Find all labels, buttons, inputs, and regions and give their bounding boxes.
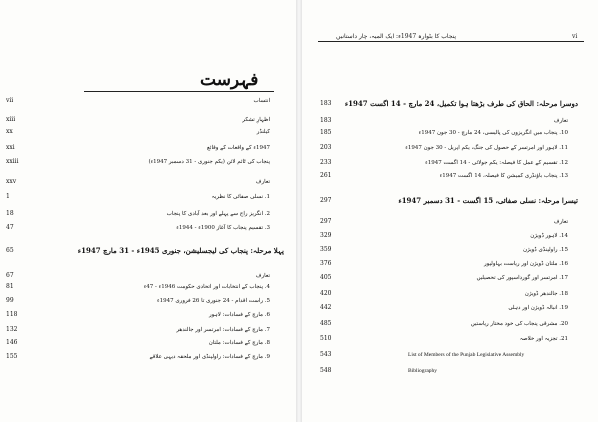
toc-entry-page: 297: [320, 218, 332, 225]
toc-entry-page: 543: [320, 351, 332, 358]
toc-entry-page: 183: [320, 100, 332, 107]
toc-entry-text: 2. انگریز راج سے پہلے اور بعد آبادی کا پنجاب: [166, 211, 270, 217]
toc-entry-text: تعارف: [553, 118, 568, 124]
toc-entry-text: کیلنڈر: [256, 129, 270, 135]
toc-entry-page: 420: [320, 290, 332, 297]
left-page: [0, 0, 296, 422]
toc-entry-text: 4. پنجاب کے انتخابات اور اتحادی حکومت 1946ء - 47ء: [143, 284, 270, 290]
toc-entry-page: 442: [320, 304, 332, 311]
toc-entry-page: 359: [320, 246, 332, 253]
toc-entry-page: xxiii: [6, 158, 19, 165]
toc-entry-text: 18. جالندھر ڈویژن: [524, 291, 568, 297]
part-heading: تیسرا مرحلہ: نسلی صفائی، 15 اگست - 31 دسمبر 1947ء: [398, 196, 578, 205]
toc-entry-page: vii: [6, 97, 14, 104]
toc-entry-page: xxv: [6, 178, 17, 185]
toc-entry-page: xx: [6, 128, 13, 135]
title-underline: [84, 91, 274, 92]
toc-entry-text: List of Members of the Punjab Legislative Assembly: [408, 352, 525, 358]
toc-entry-text: اظہارِ تشکر: [242, 117, 270, 123]
toc-entry-page: 183: [320, 117, 332, 124]
toc-entry-text: 5. راست اقدام - 24 جنوری تا 26 فروری 1947ء: [157, 298, 270, 304]
toc-entry-text: 1947ء کے واقعات کے وقائع: [206, 145, 270, 151]
toc-entry-text: انتساب: [253, 98, 270, 104]
toc-entry-text: 8. مارچ کے فسادات: ملتان: [208, 340, 270, 346]
part-heading: پہلا مرحلہ: پنجاب کی لیجسلیشن، جنوری 1945ء - 31 مارچ 1947ء: [77, 246, 284, 255]
toc-entry-text: 16. ملتان ڈویژن اور ریاست بہاولپور: [484, 261, 568, 267]
toc-entry-text: 3. تقسیم پنجاب کا آغاز 1900ء - 1944ء: [176, 225, 270, 231]
toc-entry-text: 6. مارچ کے فسادات: لاہور: [209, 312, 270, 318]
toc-entry-page: 203: [320, 144, 332, 151]
toc-entry-page: 65: [6, 247, 14, 254]
toc-entry-page: 485: [320, 320, 332, 327]
toc-entry-page: xxi: [6, 144, 15, 151]
toc-entry-text: 17. امرتسر اور گورداسپور کی تحصیلیں: [476, 275, 568, 281]
toc-entry-page: 261: [320, 172, 332, 179]
toc-entry-page: 185: [320, 129, 332, 136]
toc-entry-page: 132: [6, 326, 18, 333]
toc-entry-text: Bibliography: [408, 368, 438, 374]
toc-entry-text: 21. تجزیہ اور خلاصہ: [519, 336, 568, 342]
part-heading: دوسرا مرحلہ: الحاق کی طرف بڑھتا ہوا تکمیل، 24 مارچ - 14 اگست 1947ء: [344, 99, 578, 108]
toc-entry-text: 10. پنجاب میں انگریزوں کی پالیسی، 24 مارچ - 30 جون 1947ء: [418, 130, 568, 136]
toc-entry-page: 329: [320, 232, 332, 239]
toc-title: فہرست: [200, 70, 259, 90]
toc-entry-text: 1. نسلی صفائی کا نظریہ: [211, 194, 270, 200]
running-header: پنجاب کا بٹوارہ 1947ء: ایک المیہ، چار داستانیں: [336, 33, 457, 40]
toc-entry-page: 118: [6, 311, 18, 318]
toc-entry-page: 99: [6, 297, 14, 304]
toc-entry-text: 14. لاہور ڈویژن: [530, 233, 568, 239]
toc-entry-text: تعارف: [255, 273, 270, 279]
toc-entry-page: 297: [320, 197, 332, 204]
toc-entry-page: 548: [320, 367, 332, 374]
toc-entry-text: تعارف: [553, 219, 568, 225]
toc-entry-page: 405: [320, 274, 332, 281]
toc-entry-page: 510: [320, 335, 332, 342]
toc-entry-text: 13. پنجاب باؤنڈری کمیشن کا فیصلہ، 14 اگست 1947ء: [439, 173, 568, 179]
toc-entry-text: 15. راولپنڈی ڈویژن: [523, 247, 568, 253]
toc-entry-text: 19. انبالہ ڈویژن اور دہلی: [508, 305, 568, 311]
toc-entry-text: 11. لاہور اور امرتسر کے حصول کی جنگ، یکم اپریل - 30 جون 1947ء: [405, 145, 568, 151]
toc-entry-text: تعارف: [255, 179, 270, 185]
toc-entry-text: 7. مارچ کے فسادات: امرتسر اور جالندھر: [176, 327, 270, 333]
toc-entry-page: 1: [6, 193, 10, 200]
toc-entry-text: 9. مارچ کے فسادات: راولپنڈی اور ملحقہ دیہی علاقے: [149, 354, 270, 360]
header-rule: [318, 41, 584, 42]
toc-entry-text: 12. تقسیم کے عمل کا فیصلہ: یکم جولائی - 14 اگست 1947ء: [425, 160, 568, 166]
toc-entry-page: 47: [6, 224, 14, 231]
toc-entry-page: 67: [6, 272, 14, 279]
toc-entry-page: 376: [320, 260, 332, 267]
toc-entry-text: 20. مشرقی پنجاب کی خود مختار ریاستیں: [470, 321, 568, 327]
toc-entry-page: 81: [6, 283, 14, 290]
toc-entry-text: پنجاب کی ٹائم لائن (یکم جنوری - 31 دسمبر 1947ء): [148, 159, 270, 165]
toc-entry-page: 155: [6, 353, 18, 360]
page-number: vi: [572, 33, 578, 40]
toc-entry-page: 146: [6, 339, 18, 346]
toc-entry-page: 233: [320, 159, 332, 166]
toc-entry-page: 18: [6, 210, 14, 217]
toc-entry-page: xiii: [6, 116, 16, 123]
